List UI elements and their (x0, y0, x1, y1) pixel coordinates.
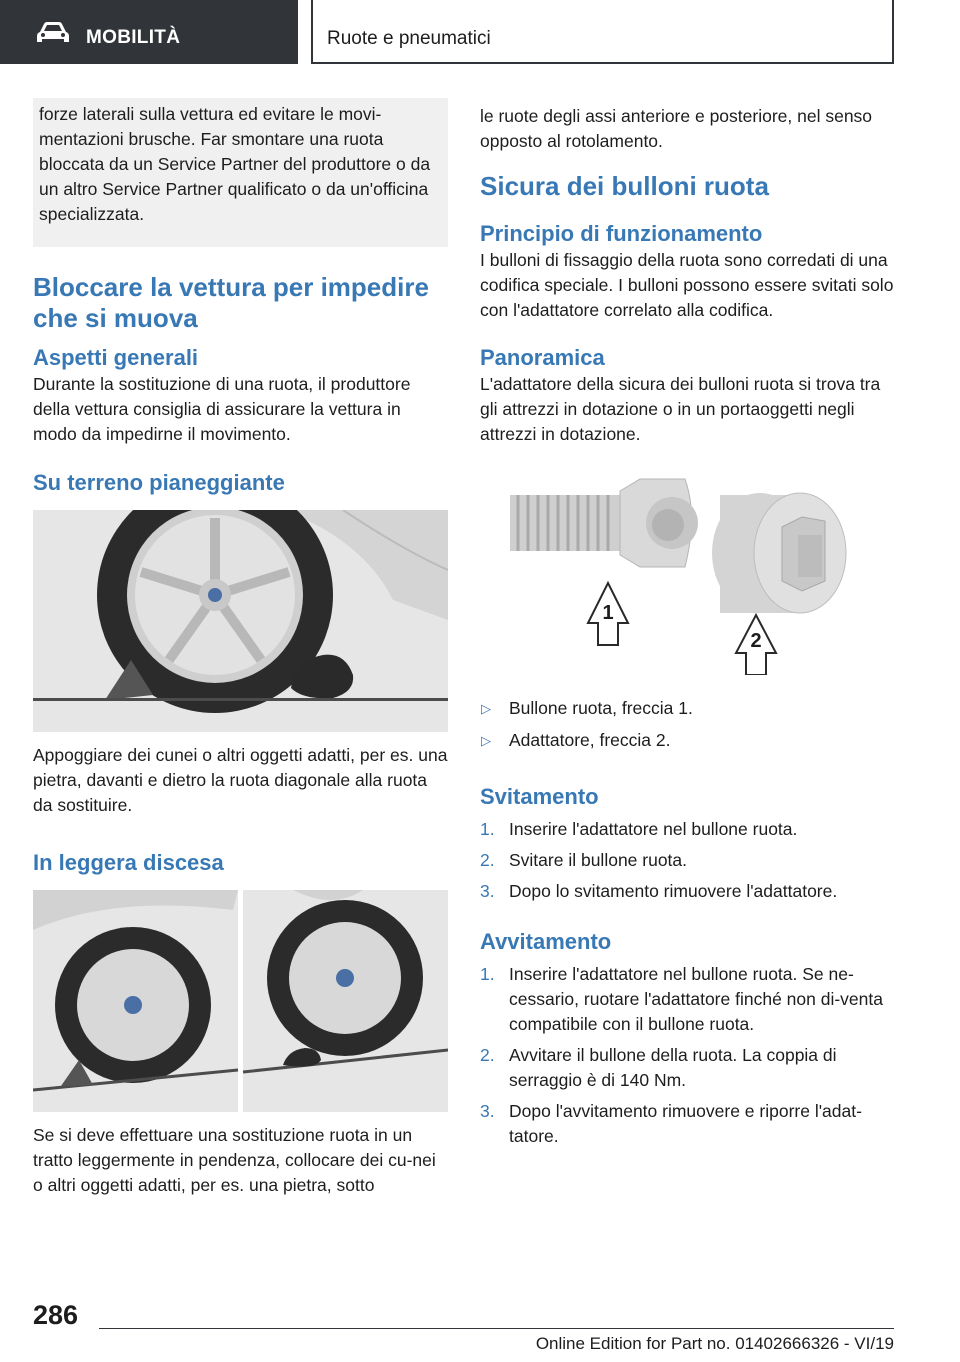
list-item: 3. Dopo l'avvitamento rimuovere e riporre l'adat-tatore. (480, 1101, 862, 1146)
triangle-bullet-icon: ▷ (481, 701, 491, 716)
continued-text: le ruote degli assi anteriore e posteriore, nel senso opposto al rotolamento. (480, 106, 873, 151)
figure-label-2: 2 (750, 630, 762, 652)
slope-text: Se si deve effettuare una sostituzione ruota in un tratto leggermente in pendenza, collocare dei cu-nei o altri oggetti adatti, per es. una pietra, sotto (33, 1125, 436, 1195)
page-number: 286 (33, 1300, 79, 1330)
principle-text: I bulloni di fissaggio della ruota sono corredati di una codifica speciale. I bulloni possono essere svitati solo con l'adattatore correlato alla codifica. (480, 250, 894, 320)
subheading-screw: Avvitamento (480, 929, 612, 954)
triangle-bullet-icon: ▷ (481, 733, 491, 748)
chapter-header (311, 0, 894, 64)
notice-text: forze laterali sulla vettura ed evitare le movi-mentazioni brusche. Far smontare una ruota bloccata da un Service Partner del produttore o da un altro Service Partner qualificato o da un'officina specializzata. (39, 104, 431, 224)
screw-steps (480, 962, 895, 1149)
flat-text: Appoggiare dei cunei o altri oggetti adatti, per es. una pietra, davanti e dietro la ruota diagonale alla ruota da sostituire. (33, 745, 448, 815)
car-icon (36, 21, 70, 45)
list-item: 2. Avvitare il bullone della ruota. La coppia di serraggio è di 140 Nm. (480, 1045, 837, 1090)
section-heading-lock: Sicura dei bulloni ruota (480, 171, 769, 201)
section-heading: Bloccare la vettura per impedire che si muova (33, 272, 429, 333)
list-item: 1. Inserire l'adattatore nel bullone ruota. (480, 819, 798, 839)
list-item: 2. Svitare il bullone ruota. (480, 850, 688, 870)
subheading-flat: Su terreno pianeggiante (33, 470, 285, 495)
list-item: ▷ Adattatore, freccia 2. (480, 728, 895, 753)
figure-wheel-chocks-flat (33, 510, 448, 732)
subheading-slope: In leggera discesa (33, 850, 224, 875)
subheading-principle: Principio di funzionamento (480, 221, 763, 246)
subheading-general: Aspetti generali (33, 345, 199, 370)
right-column (480, 100, 895, 1149)
left-column (33, 100, 448, 1198)
section-tab[interactable] (0, 0, 298, 64)
general-text: Durante la sostituzione di una ruota, il produttore della vettura consiglia di assicurare la vettura in modo da impedirne il movimento. (33, 374, 411, 444)
unscrew-steps (480, 817, 895, 904)
footer-edition: Online Edition for Part no. 01402666326 - VI/19 (535, 1334, 894, 1353)
list-item: 3. Dopo lo svitamento rimuovere l'adattatore. (480, 881, 838, 901)
figure-legend (480, 696, 895, 753)
subheading-overview: Panoramica (480, 345, 605, 370)
list-item: ▷ Bullone ruota, freccia 1. (480, 696, 895, 721)
figure-wheel-chocks-slope (33, 890, 448, 1112)
notice-box (33, 98, 448, 247)
subheading-unscrew: Svitamento (480, 784, 599, 809)
figure-bolt-adapter (480, 475, 895, 675)
overview-text: L'adattatore della sicura dei bulloni ruota si trova tra gli attrezzi in dotazione o in un portaoggetti negli attrezzi in dotazione. (480, 374, 881, 444)
chapter-title: Ruote e pneumatici (327, 28, 491, 49)
section-title: MOBILITÀ (86, 27, 181, 48)
list-item: 1. Inserire l'adattatore nel bullone ruota. Se ne-cessario, ruotare l'adattatore finché non di-venta compatibile con il bullone ruota. (480, 964, 883, 1034)
footer-divider (99, 1328, 894, 1329)
figure-label-1: 1 (602, 602, 614, 624)
